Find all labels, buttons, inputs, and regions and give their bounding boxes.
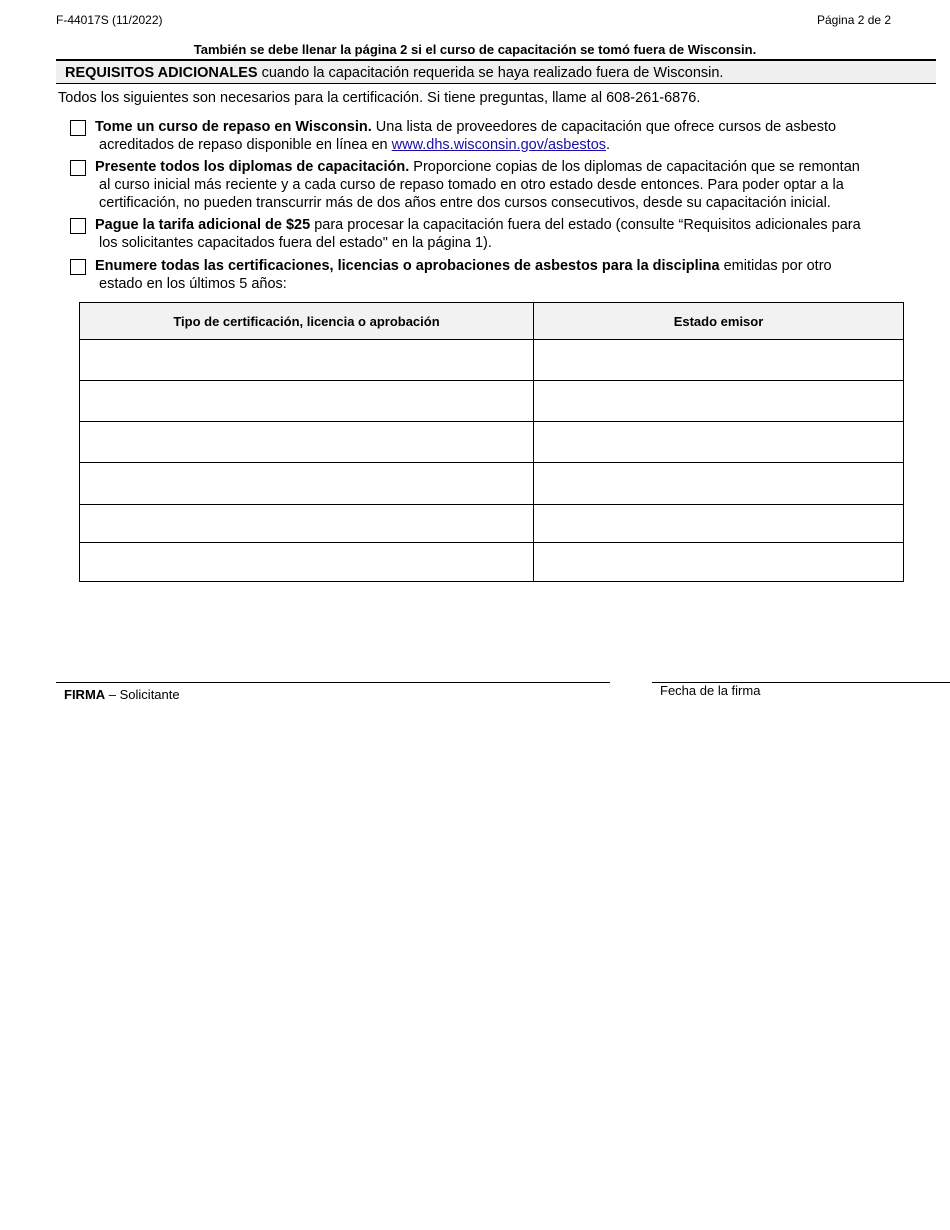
table-row: [80, 463, 904, 505]
form-number: F-44017S (11/2022): [56, 13, 163, 27]
certification-type-cell[interactable]: [80, 543, 534, 582]
requirement-list-certifications: [70, 257, 925, 293]
certification-type-cell[interactable]: [80, 463, 534, 505]
requirement-text: para procesar la capacitación fuera del estado (consulte “Requisitos adicionales para: [310, 217, 861, 233]
requirement-text: .: [606, 137, 611, 153]
signature-label: [64, 687, 180, 702]
table-row: [80, 340, 904, 381]
section-subtitle: cuando la capacitación requerida se haya realizado fuera de Wisconsin.: [257, 65, 724, 81]
additional-fee-checkbox[interactable]: [70, 218, 86, 234]
requirement-text: acreditados de repaso disponible en línea en: [99, 137, 392, 153]
page-notice: También se debe llenar la página 2 si el curso de capacitación se tomó fuera de Wisconsin.: [193, 42, 757, 57]
table-row: [80, 505, 904, 543]
signature-label-bold: FIRMA: [64, 687, 106, 702]
section-title: REQUISITOS ADICIONALES: [65, 65, 258, 81]
requirement-text: Una lista de proveedores de capacitación que ofrece cursos de asbesto: [371, 119, 837, 135]
section-header: [56, 59, 936, 84]
signature-date-label: Fecha de la firma: [660, 683, 761, 698]
requirement-title: Presente todos los diplomas de capacitación.: [95, 159, 410, 175]
signature-line[interactable]: [56, 682, 610, 683]
training-diplomas-checkbox[interactable]: [70, 160, 86, 176]
table-header-row: [80, 303, 904, 340]
table-row: [80, 381, 904, 422]
certification-type-cell[interactable]: [80, 505, 534, 543]
issuing-state-cell[interactable]: [534, 381, 904, 422]
table-row: [80, 543, 904, 582]
table-row: [80, 422, 904, 463]
signature-label-rest: – Solicitante: [105, 687, 180, 702]
certification-type-cell[interactable]: [80, 381, 534, 422]
requirement-text: certificación, no pueden transcurrir más de dos años entre dos cursos consecutivos, desde su capacitación inicial.: [99, 195, 831, 211]
requirement-title: Enumere todas las certificaciones, licencias o aprobaciones de asbestos para la disciplina: [95, 258, 720, 274]
requirement-text: al curso inicial más reciente y a cada curso de repaso tomado en otro estado desde entonces. Para poder optar a la: [99, 177, 844, 193]
refresher-course-checkbox[interactable]: [70, 120, 86, 136]
column-header-certification-type: Tipo de certificación, licencia o aprobación: [80, 303, 534, 340]
requirement-text: estado en los últimos 5 años:: [99, 276, 287, 292]
requirement-text: los solicitantes capacitados fuera del estado" en la página 1).: [99, 235, 492, 251]
issuing-state-cell[interactable]: [534, 505, 904, 543]
certifications-table: [79, 302, 904, 582]
issuing-state-cell[interactable]: [534, 340, 904, 381]
certification-type-cell[interactable]: [80, 340, 534, 381]
certification-type-cell[interactable]: [80, 422, 534, 463]
issuing-state-cell[interactable]: [534, 463, 904, 505]
requirement-text: emitidas por otro: [719, 258, 832, 274]
page-number: Página 2 de 2: [817, 13, 892, 27]
issuing-state-cell[interactable]: [534, 422, 904, 463]
requirement-additional-fee: [70, 216, 925, 252]
requirement-text: Proporcione copias de los diplomas de capacitación que se remontan: [409, 159, 860, 175]
issuing-state-cell[interactable]: [534, 543, 904, 582]
column-header-issuing-state: Estado emisor: [534, 303, 904, 340]
requirement-title: Pague la tarifa adicional de $25: [95, 217, 311, 233]
list-certifications-checkbox[interactable]: [70, 259, 86, 275]
requirement-title: Tome un curso de repaso en Wisconsin.: [95, 119, 372, 135]
requirement-refresher-course: [70, 118, 925, 154]
asbestos-providers-link[interactable]: www.dhs.wisconsin.gov/asbestos: [391, 137, 607, 153]
intro-text: Todos los siguientes son necesarios para la certificación. Si tiene preguntas, llame al 608-261-6876.: [58, 90, 701, 106]
requirement-training-diplomas: [70, 158, 925, 212]
